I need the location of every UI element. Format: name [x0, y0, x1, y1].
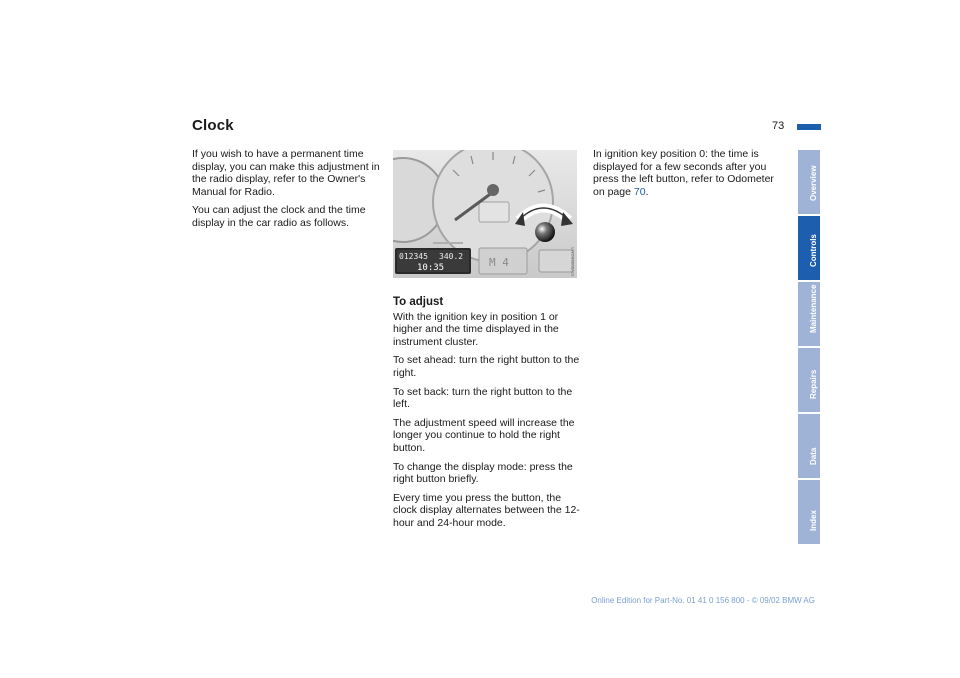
footer-text: Online Edition for Part-No. 01 41 0 156 800 - © 09/02 BMW AG [591, 596, 815, 605]
tab-controls[interactable] [798, 216, 820, 280]
side-tab-bar [798, 150, 820, 544]
speed-paragraph: The adjustment speed will increase the longer you continue to hold the right button. [393, 416, 575, 454]
tab-index[interactable] [798, 480, 820, 544]
alternate-mode-paragraph: Every time you press the button, the clock display alternates between the 12-hour and 24-hour mode. [393, 491, 580, 529]
tab-overview[interactable] [798, 150, 820, 214]
ignition-paragraph: With the ignition key in position 1 or higher and the time displayed in the instrument cluster. [393, 310, 559, 348]
section-heading: To adjust [393, 296, 444, 308]
tab-label: Overview [809, 165, 818, 201]
tab-label: Maintenance [809, 284, 818, 333]
set-ahead-paragraph: To set ahead: turn the right button to the right. [393, 354, 580, 379]
set-back-paragraph: To set back: turn the right button to the left. [393, 385, 573, 411]
right-column [593, 148, 788, 204]
tab-repairs[interactable] [798, 348, 820, 412]
page-title: Clock [192, 117, 234, 134]
tab-data[interactable] [798, 414, 820, 478]
gear-value: M 4 [489, 256, 509, 269]
warning-light-panel [539, 250, 573, 272]
page-reference-link[interactable]: 70 [633, 185, 646, 198]
middle-column [393, 296, 585, 536]
tab-label: Repairs [809, 369, 818, 399]
ignition-zero-paragraph: In ignition key position 0: the time is displayed for a few seconds after you press the left button, refer to Odometer on page 70. [593, 148, 774, 198]
tab-maintenance[interactable] [798, 282, 820, 346]
fuel-gauge [479, 202, 509, 222]
tab-label: Data [809, 447, 818, 465]
intro-paragraph: If you wish to have a permanent time display, you can make this adjustment in the radio display, refer to the Owner's Manual for Radio. [192, 148, 380, 198]
left-column [192, 148, 382, 236]
odometer-value: 012345 [399, 252, 428, 261]
right-adjust-button [535, 222, 555, 242]
adjust-intro-paragraph: You can adjust the clock and the time display in the car radio as follows. [192, 204, 366, 229]
tab-label: Controls [809, 234, 818, 267]
clock-value: 10:35 [417, 263, 445, 273]
page-number-bar [797, 124, 821, 130]
tab-label: Index [809, 510, 818, 531]
image-code: MV00366CMA [570, 246, 575, 276]
instrument-cluster-figure [393, 150, 577, 278]
trip-value: 340.2 [439, 252, 464, 261]
display-mode-paragraph: To change the display mode: press the right button briefly. [393, 460, 573, 486]
page-number: 73 [772, 120, 785, 132]
